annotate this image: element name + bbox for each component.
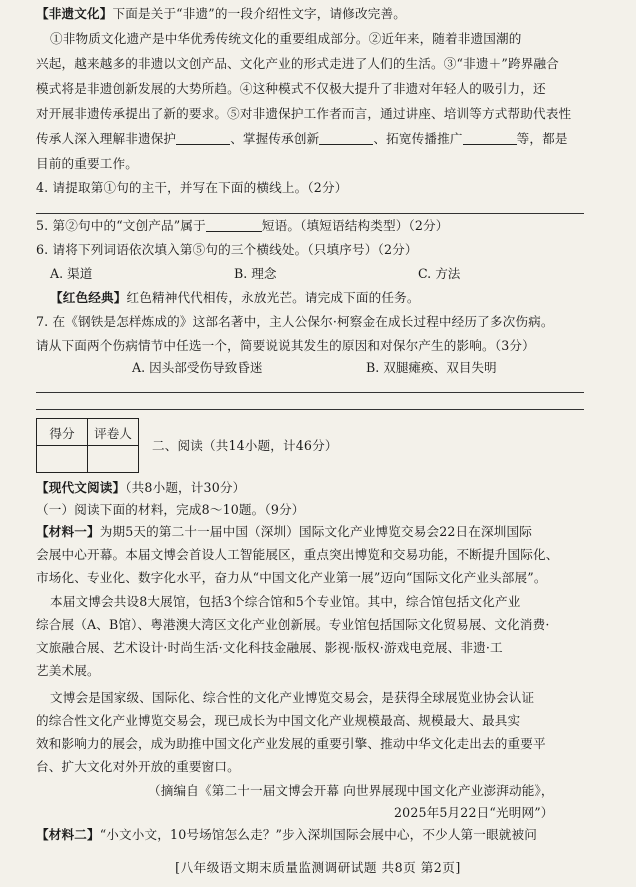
passage-text: 、拓宽传播推广 [373,131,463,146]
grader-cell[interactable] [88,446,139,473]
question-7-line: 7. 在《钢铁是怎样炼成的》这部名著中，主人公保尔·柯察金在成长过程中经历了多次伤病。 [36,314,554,329]
passage-line: 对开展非遗传承提出了新的要求。⑤对非遗保护工作者而言，通过讲座、培训等方式帮助代表性 [36,106,572,121]
passage-text: 等，都是 [516,131,568,146]
material-1-source: （摘编自《第二十一届文博会开幕 向世界展现中国文化产业澎湃动能》， [148,783,554,798]
grader-header: 评卷人 [88,419,139,446]
modern-reading-tag: 【现代文阅读】 [36,480,126,495]
passage-line: ①非物质文化遗产是中华优秀传统文化的重要组成部分。②近年来，随着非遗国潮的 [50,31,522,46]
red-classic-text: 红色精神代代相传，永放光芒。请完成下面的任务。 [126,290,420,305]
heritage-tag: 【非遗文化】 [36,6,113,21]
heritage-intro [36,4,592,24]
material-1-line: 文博会是国家级、国际化、综合性的文化产业博览交易会，是获得全球展览业协会认证 [50,690,535,705]
material-1-line: 综合展（A、B馆）、粤港澳大湾区文化产业创新展。专业馆包括国际文化贸易展、文化消费· [36,617,550,632]
score-table [36,418,139,473]
modern-reading-heading [36,478,592,498]
passage-text: 、掌握传承创新 [230,131,320,146]
answer-line[interactable] [36,213,584,214]
material-1-line: 的综合性文化产业博览交易会，现已成长为中国文化产业规模最高、规模最大、最具实 [36,713,521,728]
question-5-suffix: 短语。（填短语结构类型）（2分） [261,218,449,233]
answer-blank[interactable] [176,130,230,145]
material-2-tag: 【材料二】 [36,827,100,842]
option-b: B. 理念 [234,266,277,281]
passage-line: 兴起，越来越多的非遗以文创产品、文化产业的形式走进了人们的生活。③“非遗＋”跨界融合 [36,56,559,71]
score-cell[interactable] [37,446,88,473]
material-1-tag: 【材料一】 [36,524,100,539]
option-a: A. 渠道 [50,266,93,281]
question-4: 4. 请提取第①句的主干，并写在下面的横线上。（2分） [36,180,348,195]
passage-line-with-blanks [36,129,592,149]
material-2-text: “小文小文，10号场馆怎么走？”步入深圳国际会展中心，不少人第一眼就被问 [99,827,538,842]
material-1-line [36,522,592,542]
passage-line: 目前的重要工作。 [36,156,138,171]
material-1-text: 为期5天的第二十一届中国（深圳）国际文化产业博览交易会22日在深圳国际 [99,524,533,539]
question-5-prefix: 5. 第②句中的“文创产品”属于 [36,218,206,233]
red-classic-intro [50,288,592,308]
part-1-title: （一）阅读下面的材料，完成8～10题。（9分） [36,502,305,517]
question-5 [36,216,592,236]
red-classic-tag: 【红色经典】 [50,290,127,305]
heritage-intro-text: 下面是关于“非遗”的一段介绍性文字，请修改完善。 [112,6,407,21]
material-1-source: 2025年5月22日“光明网”） [394,805,554,820]
material-1-line: 本届文博会共设8大展馆，包括3个综合馆和5个专业馆。其中，综合馆包括文化产业 [50,594,521,609]
q7-option-b: B. 双腿瘫痪、双目失明 [366,360,497,375]
answer-line[interactable] [36,409,584,410]
material-1-line: 台、扩大文化对外开放的重要窗口。 [36,759,240,774]
material-2-line [36,825,592,845]
answer-blank[interactable] [206,217,262,232]
question-7-line: 请从下面两个伤病情节中任选一个，简要说说其发生的原因和对保尔产生的影响。（3分） [36,338,535,353]
answer-line[interactable] [36,392,584,393]
passage-line: 模式将是非遗创新发展的大势所趋。④这种模式不仅极大提升了非遗对年轻人的吸引力，还 [36,81,546,96]
section-2-title: 二、阅读（共14小题，计46分） [152,438,338,453]
page-footer: [八年级语文期末质量监测调研试题 共8页 第2页] [175,860,461,875]
option-c: C. 方法 [418,266,461,281]
material-1-line: 艺美术展。 [36,663,100,678]
score-header: 得分 [37,419,88,446]
q7-option-a: A. 因头部受伤导致昏迷 [132,360,263,375]
material-1-line: 效和影响力的展会，成为助推中国文化产业发展的重要引擎、推动中华文化走出去的重要平 [36,736,546,751]
answer-blank[interactable] [319,130,373,145]
answer-blank[interactable] [463,130,517,145]
material-1-line: 会展中心开幕。本届文博会首设人工智能展区，重点突出博览和交易功能，不断提升国际化、 [36,547,559,562]
modern-reading-text: （共8小题，计30分） [125,480,246,495]
question-6: 6. 请将下列词语依次填入第⑤句的三个横线处。（只填序号）（2分） [36,242,418,257]
material-1-line: 文旅融合展、艺术设计·时尚生活·文化科技金融展、影视·版权·游戏电竞展、非遗·工 [36,640,503,655]
passage-text: 传承人深入理解非遗保护 [36,131,177,146]
material-1-line: 市场化、专业化、数字化水平，奋力从“中国文化产业第一展”迈向“国际文化产业头部展”。 [36,570,547,585]
